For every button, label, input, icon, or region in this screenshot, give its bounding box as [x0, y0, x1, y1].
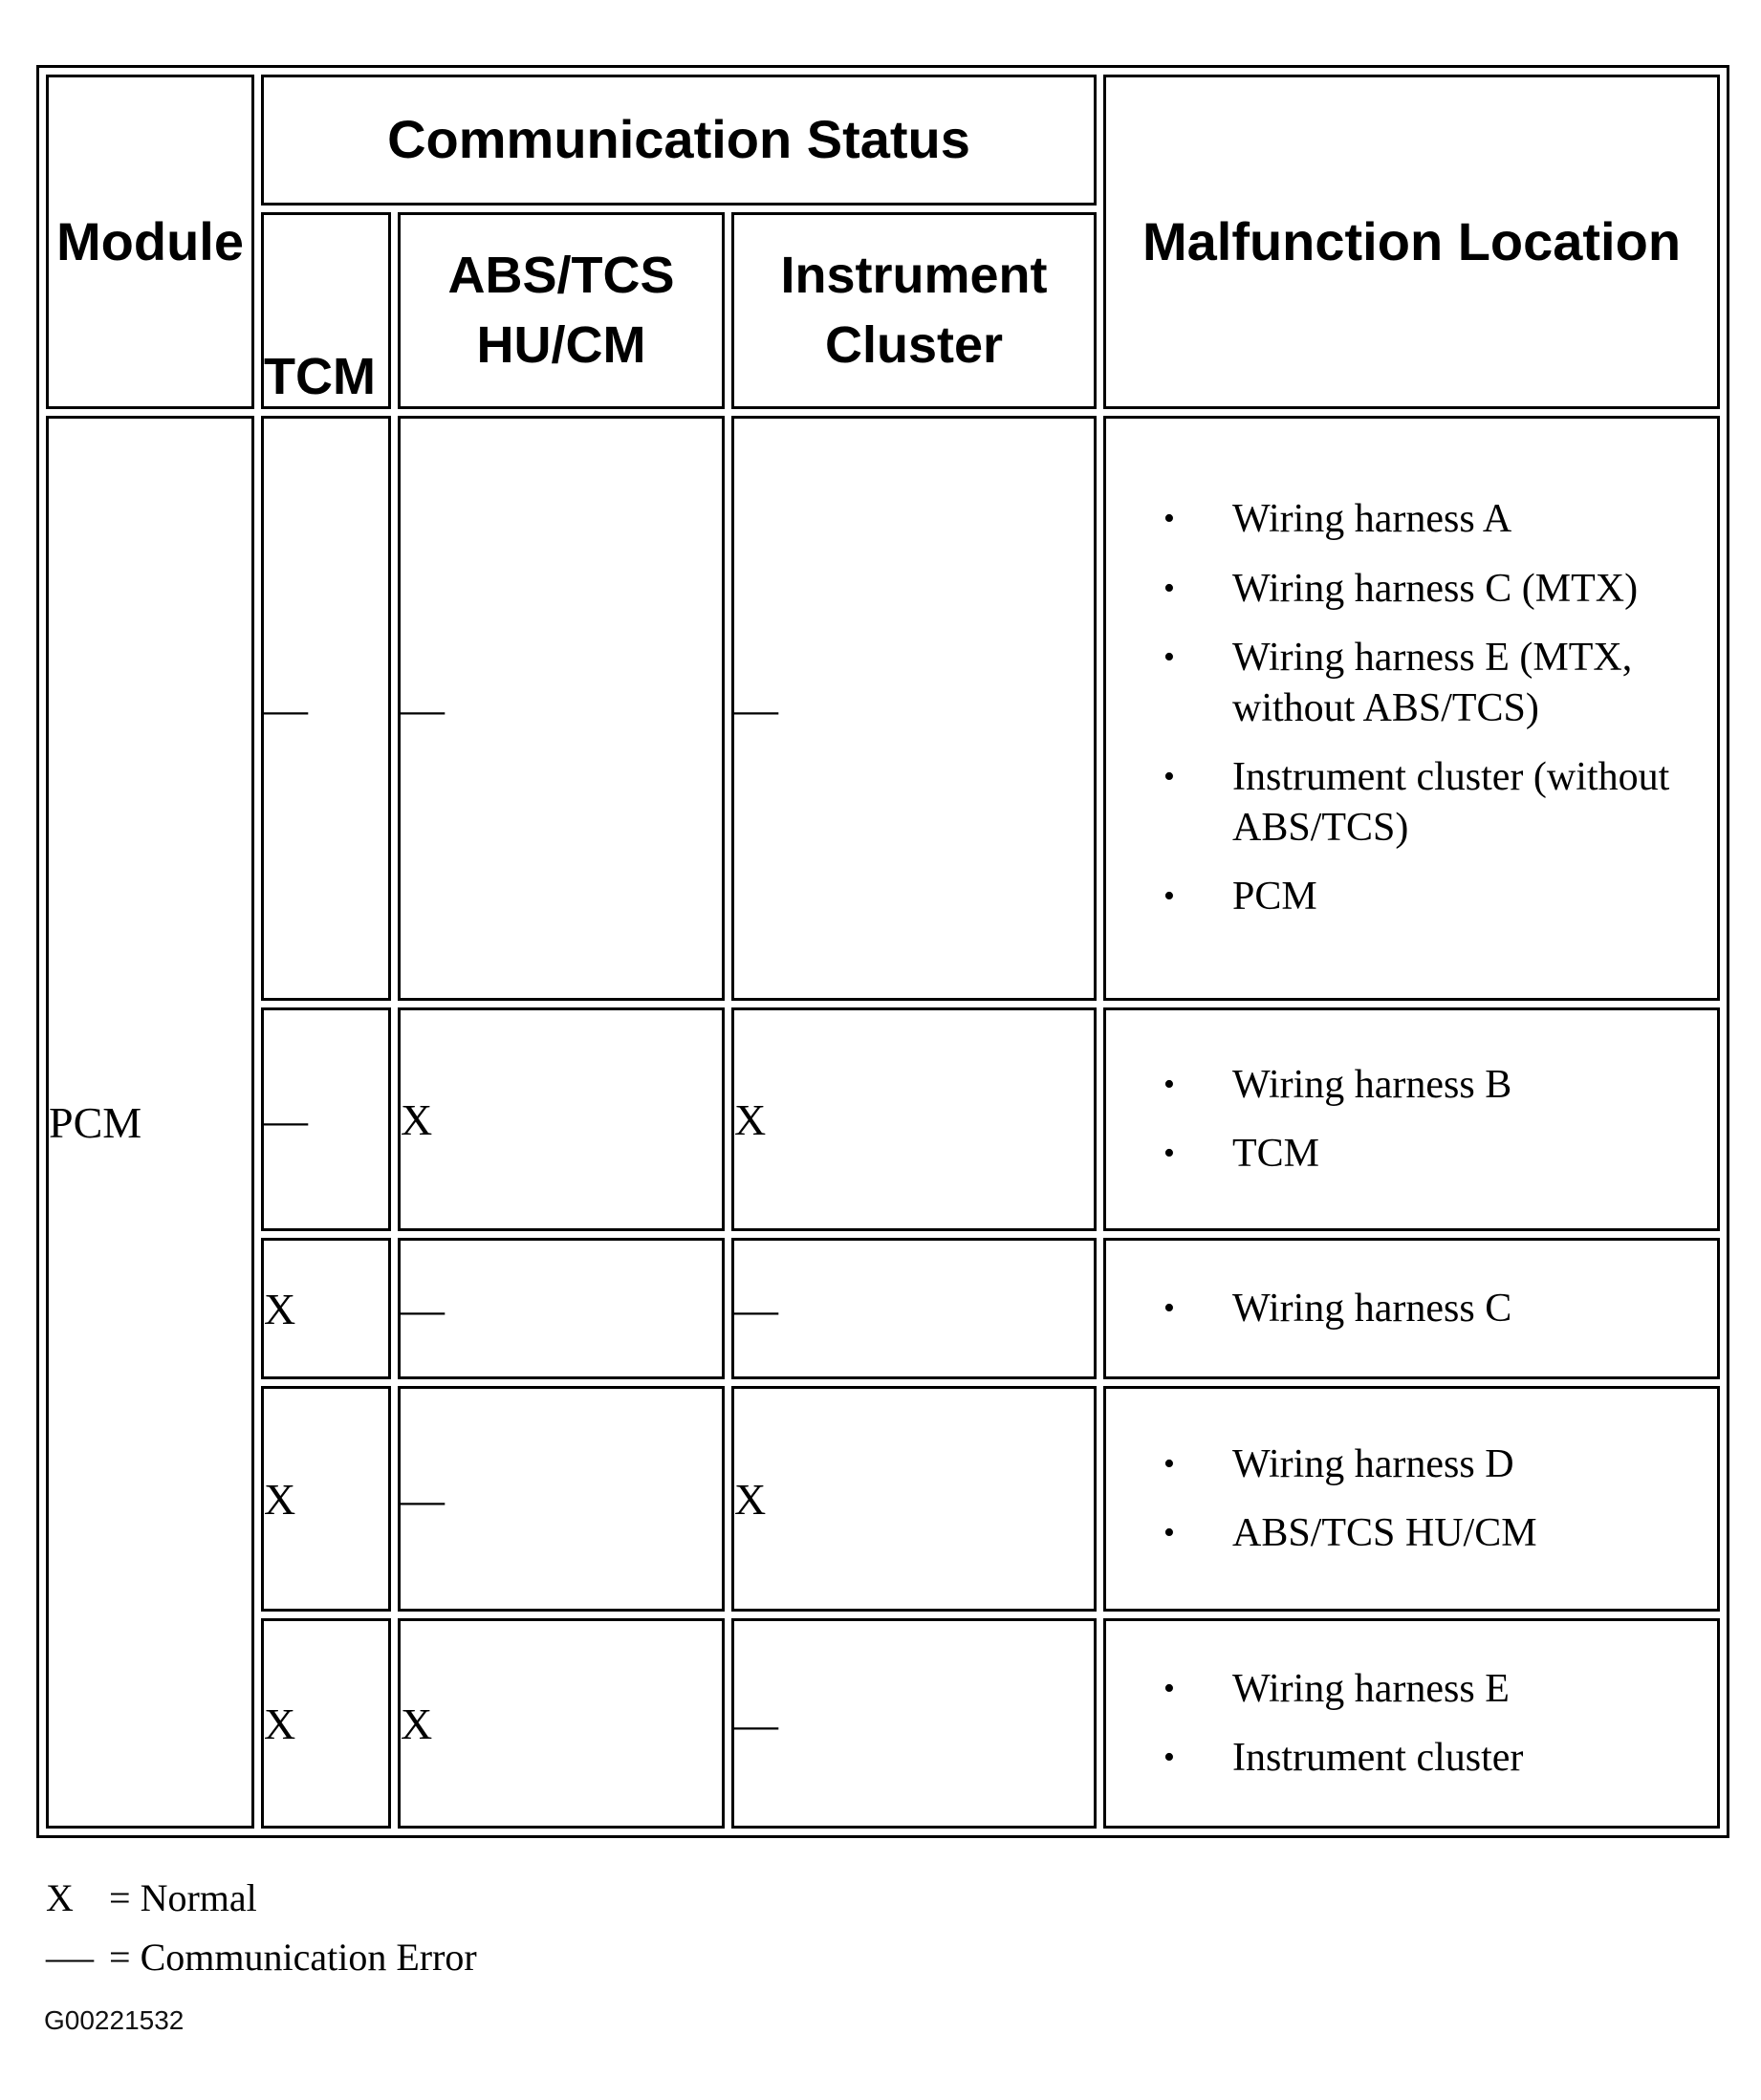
legend-error-label: Communication Error: [140, 1936, 477, 1979]
malfunction-list: [1106, 1060, 1717, 1180]
status-row3-tcm: X: [261, 1238, 391, 1379]
malfunction-text: TCM: [1232, 1132, 1320, 1176]
list-item: [1163, 564, 1702, 615]
status-row4-abs-tcs: —: [398, 1386, 725, 1612]
status-row4-instrument-cluster: X: [731, 1386, 1097, 1612]
legend-error-row: [46, 1935, 477, 1982]
status-row2-abs-tcs: X: [398, 1007, 725, 1231]
status-row2-tcm: —: [261, 1007, 391, 1231]
instrument-cluster-column-header: Instrument Cluster: [731, 212, 1097, 409]
figure-id: G00221532: [44, 2005, 185, 2035]
bullet-icon: •: [1163, 1740, 1175, 1775]
bullet-icon: •: [1163, 759, 1175, 795]
malfunction-text: Wiring harness A: [1232, 497, 1512, 542]
bullet-icon: •: [1163, 639, 1175, 676]
equals-sign: =: [109, 1876, 131, 1919]
list-item: [1163, 1060, 1702, 1111]
malfunction-cell-row3: [1103, 1238, 1720, 1379]
malfunction-cell-row4: [1103, 1386, 1720, 1612]
legend-normal-label: Normal: [140, 1876, 257, 1919]
status-row4-tcm: X: [261, 1386, 391, 1612]
list-item: [1163, 1129, 1702, 1180]
normal-symbol: X: [46, 1876, 74, 1919]
bullet-icon: •: [1163, 570, 1175, 606]
malfunction-cell-row5: [1103, 1618, 1720, 1829]
malfunction-text: Wiring harness C (MTX): [1232, 566, 1639, 611]
malfunction-list: [1106, 1284, 1717, 1334]
malfunction-list: [1106, 1440, 1717, 1559]
equals-sign: =: [109, 1936, 131, 1979]
communication-status-table: [36, 65, 1729, 1838]
bullet-icon: •: [1163, 878, 1175, 915]
status-row5-tcm: X: [261, 1618, 391, 1829]
table-row: [46, 1238, 1720, 1379]
malfunction-text: Instrument cluster (without ABS/TCS): [1232, 755, 1670, 850]
malfunction-text: Instrument cluster: [1232, 1736, 1524, 1780]
malfunction-text: Wiring harness D: [1232, 1441, 1514, 1486]
table-row: [46, 416, 1720, 1001]
list-item: [1163, 872, 1702, 922]
communication-status-header: Communication Status: [261, 75, 1097, 206]
table-row: [46, 1007, 1720, 1231]
bullet-icon: •: [1163, 1515, 1175, 1550]
bullet-icon: •: [1163, 1670, 1175, 1706]
list-item: [1163, 1664, 1702, 1715]
malfunction-text: Wiring harness B: [1232, 1062, 1512, 1107]
status-row1-abs-tcs: —: [398, 416, 725, 1001]
list-item: [1163, 1284, 1702, 1334]
malfunction-text: Wiring harness E: [1232, 1666, 1510, 1711]
communication-error-symbol: —: [46, 1936, 94, 1979]
bullet-icon: •: [1163, 1066, 1175, 1102]
legend-normal-row: [46, 1875, 477, 1923]
bullet-icon: •: [1163, 1136, 1175, 1171]
table-row: [46, 1386, 1720, 1612]
list-item: [1163, 1508, 1702, 1559]
module-name-cell: PCM: [46, 416, 254, 1829]
status-row5-abs-tcs: X: [398, 1618, 725, 1829]
table-row: [46, 1618, 1720, 1829]
header-row-top: [46, 75, 1720, 206]
malfunction-location-header: Malfunction Location: [1103, 75, 1720, 409]
malfunction-text: Wiring harness C: [1232, 1286, 1512, 1331]
status-row5-instrument-cluster: —: [731, 1618, 1097, 1829]
list-item: [1163, 1440, 1702, 1490]
bullet-icon: •: [1163, 1289, 1175, 1326]
malfunction-list: [1106, 494, 1717, 922]
list-item: [1163, 1733, 1702, 1784]
malfunction-text: Wiring harness E (MTX, without ABS/TCS): [1232, 636, 1633, 730]
status-row2-instrument-cluster: X: [731, 1007, 1097, 1231]
module-column-header: Module: [46, 75, 254, 409]
list-item: [1163, 752, 1702, 853]
tcm-column-header: TCM: [261, 212, 391, 409]
status-row1-tcm: —: [261, 416, 391, 1001]
status-row3-abs-tcs: —: [398, 1238, 725, 1379]
status-row1-instrument-cluster: —: [731, 416, 1097, 1001]
list-item: [1163, 494, 1702, 545]
abs-tcs-hu-cm-column-header: ABS/TCS HU/CM: [398, 212, 725, 409]
list-item: [1163, 633, 1702, 733]
malfunction-text: ABS/TCS HU/CM: [1232, 1511, 1537, 1555]
malfunction-list: [1106, 1664, 1717, 1784]
malfunction-cell-row1: [1103, 416, 1720, 1001]
bullet-icon: •: [1163, 501, 1175, 537]
status-row3-instrument-cluster: —: [731, 1238, 1097, 1379]
bullet-icon: •: [1163, 1445, 1175, 1482]
legend: [46, 1875, 477, 1994]
malfunction-text: PCM: [1232, 875, 1317, 920]
malfunction-cell-row2: [1103, 1007, 1720, 1231]
